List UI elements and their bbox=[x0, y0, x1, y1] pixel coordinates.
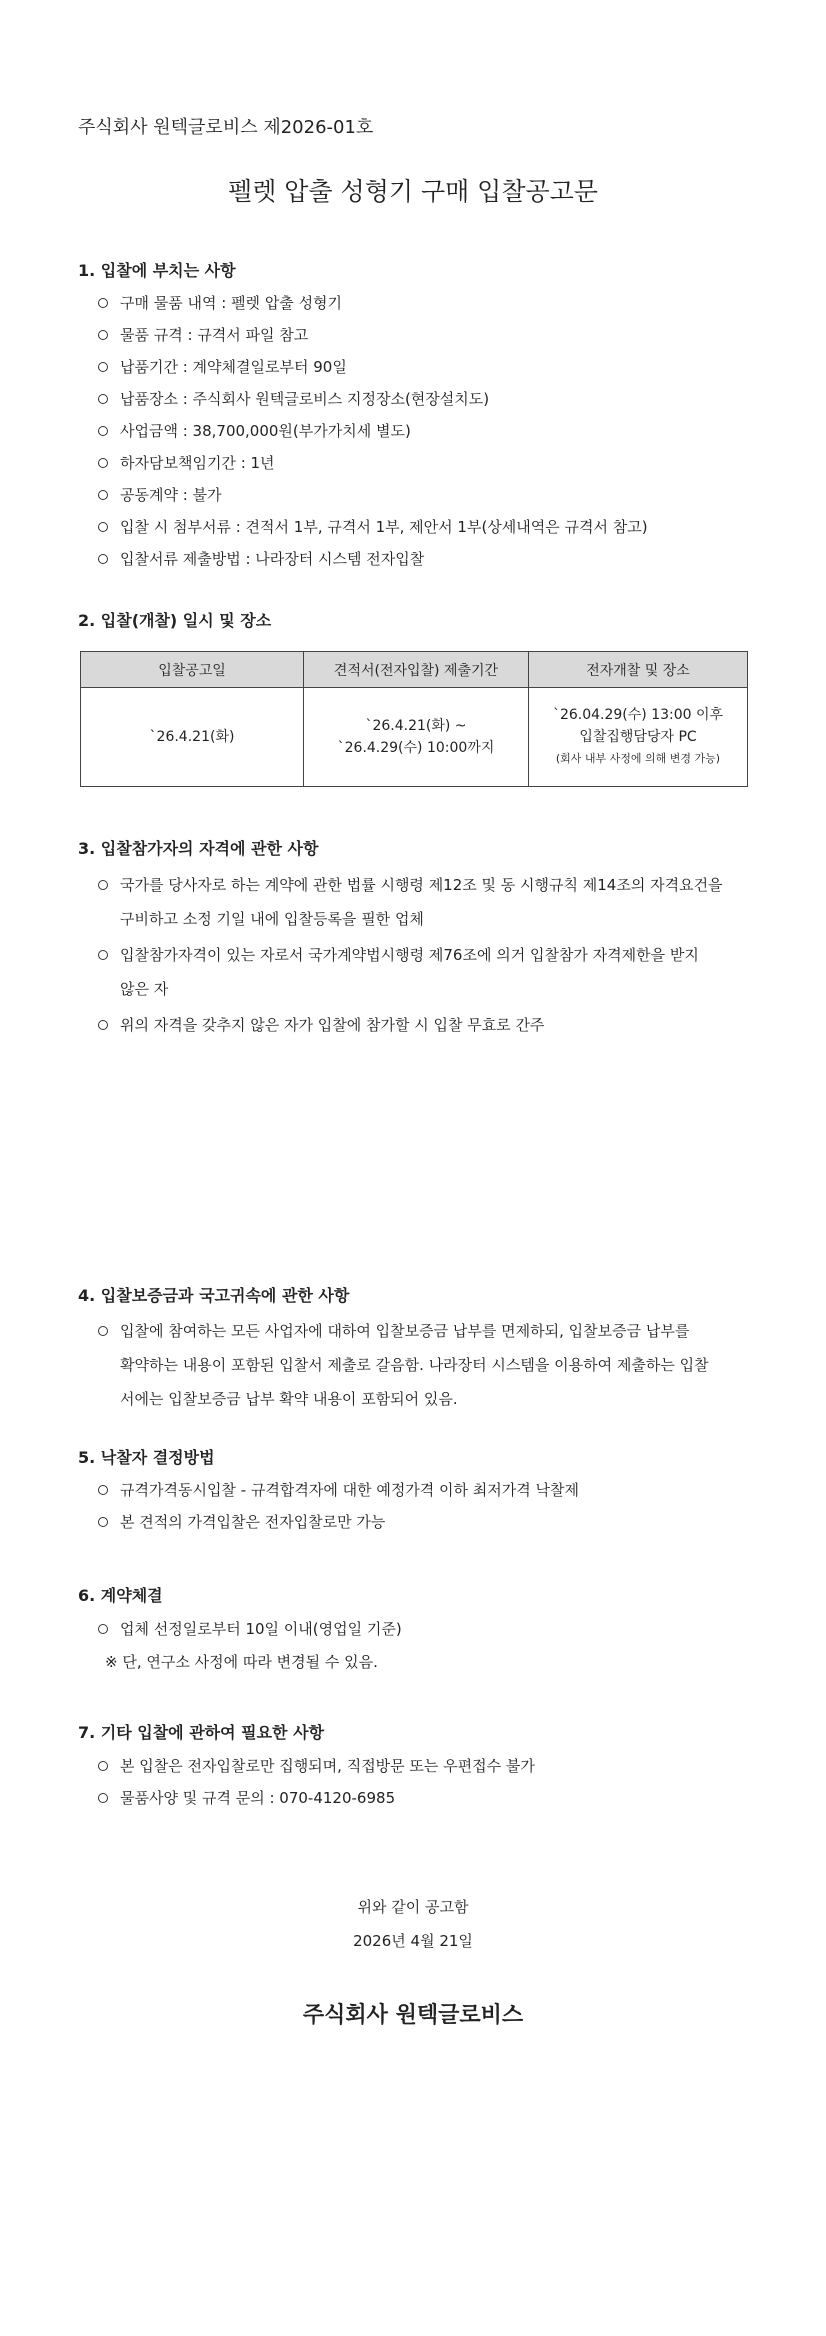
list-item: 입찰 시 첨부서류 : 견적서 1부, 규격서 1부, 제안서 1부(상세내역은 규격서 참고) bbox=[98, 511, 648, 543]
list-item: 국가를 당사자로 하는 계약에 관한 법률 시행령 제12조 및 동 시행규칙 제14조의 자격요건을 구비하고 소정 기일 내에 입찰등록을 필한 업체 bbox=[98, 868, 758, 936]
list-item: 사업금액 : 38,700,000원(부가가치세 별도) bbox=[98, 415, 648, 447]
list-item: 위의 자격을 갖추지 않은 자가 입찰에 참가할 시 입찰 무효로 간주 bbox=[98, 1008, 758, 1042]
table-header: 견적서(전자입찰) 제출기간 bbox=[304, 652, 529, 688]
circle-bullet-icon bbox=[98, 1624, 108, 1634]
announcement-date-cell: `26.4.21(화) bbox=[81, 688, 304, 787]
document-number: 주식회사 원텍글로비스 제2026-01호 bbox=[78, 117, 374, 138]
list-item: 규격가격동시입찰 - 규격합격자에 대한 예정가격 이하 최저가격 낙찰제 bbox=[98, 1474, 579, 1506]
section-4-heading: 4. 입찰보증금과 국고귀속에 관한 사항 bbox=[78, 1286, 350, 1305]
list-item: 하자담보책임기간 : 1년 bbox=[98, 447, 648, 479]
list-item: 입찰서류 제출방법 : 나라장터 시스템 전자입찰 bbox=[98, 543, 648, 575]
section-5-list bbox=[98, 1474, 579, 1538]
circle-bullet-icon bbox=[98, 330, 108, 340]
circle-bullet-icon bbox=[98, 490, 108, 500]
circle-bullet-icon bbox=[98, 1793, 108, 1803]
section-7-list bbox=[98, 1750, 535, 1814]
closing-statement: 위와 같이 공고함 bbox=[357, 1898, 469, 1916]
circle-bullet-icon bbox=[98, 880, 108, 890]
circle-bullet-icon bbox=[98, 1020, 108, 1030]
section-3-list bbox=[98, 868, 758, 1044]
section-4-list bbox=[98, 1314, 758, 1418]
list-item: 입찰참가자격이 있는 자로서 국가계약법시행령 제76조에 의거 입찰참가 자격제한을 받지 않은 자 bbox=[98, 938, 758, 1006]
section-1-heading: 1. 입찰에 부치는 사항 bbox=[78, 261, 236, 280]
company-signature: 주식회사 원텍글로비스 bbox=[302, 2003, 524, 2028]
circle-bullet-icon bbox=[98, 1485, 108, 1495]
circle-bullet-icon bbox=[98, 950, 108, 960]
circle-bullet-icon bbox=[98, 362, 108, 372]
circle-bullet-icon bbox=[98, 522, 108, 532]
list-item: 공동계약 : 불가 bbox=[98, 479, 648, 511]
circle-bullet-icon bbox=[98, 1326, 108, 1336]
schedule-table bbox=[80, 651, 748, 787]
closing-date: 2026년 4월 21일 bbox=[353, 1932, 473, 1950]
opening-place-cell: `26.04.29(수) 13:00 이후 입찰집행담당자 PC (회사 내부 사정에 의해 변경 가능) bbox=[529, 688, 748, 787]
section-7-heading: 7. 기타 입찰에 관하여 필요한 사항 bbox=[78, 1723, 324, 1742]
contract-note: ※ 단, 연구소 사정에 따라 변경될 수 있음. bbox=[105, 1653, 378, 1671]
list-item: 본 견적의 가격입찰은 전자입찰로만 가능 bbox=[98, 1506, 579, 1538]
table-header: 전자개찰 및 장소 bbox=[529, 652, 748, 688]
section-6-heading: 6. 계약체결 bbox=[78, 1586, 163, 1605]
circle-bullet-icon bbox=[98, 1761, 108, 1771]
list-item: 물품 규격 : 규격서 파일 참고 bbox=[98, 319, 648, 351]
circle-bullet-icon bbox=[98, 1517, 108, 1527]
list-item: 납품기간 : 계약체결일로부터 90일 bbox=[98, 351, 648, 383]
section-1-list bbox=[98, 287, 648, 575]
circle-bullet-icon bbox=[98, 554, 108, 564]
section-2-heading: 2. 입찰(개찰) 일시 및 장소 bbox=[78, 611, 272, 630]
list-item: 업체 선정일로부터 10일 이내(영업일 기준) bbox=[98, 1613, 402, 1645]
list-item: 입찰에 참여하는 모든 사업자에 대하여 입찰보증금 납부를 면제하되, 입찰보증금 납부를 확약하는 내용이 포함된 입찰서 제출로 갈음함. 나라장터 시스템을 이용하여 제출하는 입찰 서에는 입찰보증금 납부 확약 내용이 포함되어 있음. bbox=[98, 1314, 758, 1416]
circle-bullet-icon bbox=[98, 426, 108, 436]
circle-bullet-icon bbox=[98, 394, 108, 404]
circle-bullet-icon bbox=[98, 298, 108, 308]
table-header: 입찰공고일 bbox=[81, 652, 304, 688]
section-6-list bbox=[98, 1613, 402, 1645]
section-3-heading: 3. 입찰참가자의 자격에 관한 사항 bbox=[78, 839, 319, 858]
submission-period-cell: `26.4.21(화) ~ `26.4.29(수) 10:00까지 bbox=[304, 688, 529, 787]
list-item: 납품장소 : 주식회사 원텍글로비스 지정장소(현장설치도) bbox=[98, 383, 648, 415]
list-item: 본 입찰은 전자입찰로만 집행되며, 직접방문 또는 우편접수 불가 bbox=[98, 1750, 535, 1782]
circle-bullet-icon bbox=[98, 458, 108, 468]
section-5-heading: 5. 낙찰자 결정방법 bbox=[78, 1448, 215, 1467]
list-item: 구매 물품 내역 : 펠렛 압출 성형기 bbox=[98, 287, 648, 319]
page-title: 펠렛 압출 성형기 구매 입찰공고문 bbox=[228, 177, 598, 206]
list-item: 물품사양 및 규격 문의 : 070-4120-6985 bbox=[98, 1782, 535, 1814]
